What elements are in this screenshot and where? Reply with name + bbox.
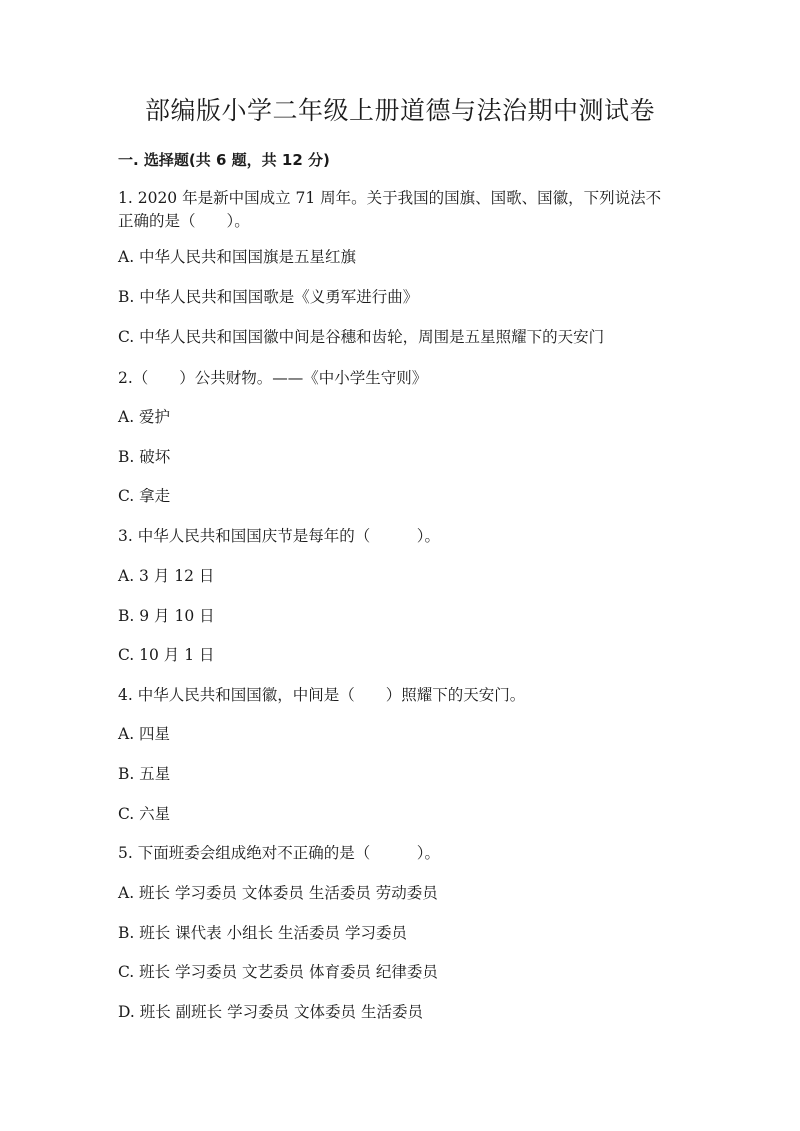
question-3-option-c: C. 10 月 1 日 [118,646,215,664]
question-2-stem: 2.（ ）公共财物。——《中小学生守则》 [118,369,428,387]
question-2-option-c: C. 拿走 [118,487,171,505]
question-4-option-a: A. 四星 [118,725,171,743]
question-1-stem-line1: 1. 2020 年是新中国成立 71 周年。关于我国的国旗、国歌、国徽，下列说法不 [118,189,662,207]
question-4-option-b: B. 五星 [118,765,171,783]
question-5-option-d: D. 班长 副班长 学习委员 文体委员 生活委员 [118,1003,423,1021]
question-5-option-c: C. 班长 学习委员 文艺委员 体育委员 纪律委员 [118,963,438,981]
section-heading: 一. 选择题(共 6 题，共 12 分) [118,151,330,169]
question-1-option-a: A. 中华人民共和国国旗是五星红旗 [118,248,357,266]
question-2-option-a: A. 爱护 [118,408,171,426]
question-5-option-b: B. 班长 课代表 小组长 生活委员 学习委员 [118,924,407,942]
question-1-option-b: B. 中华人民共和国国歌是《义勇军进行曲》 [118,288,419,306]
question-3-stem: 3. 中华人民共和国国庆节是每年的（ ）。 [118,527,440,545]
question-4-stem: 4. 中华人民共和国国徽，中间是（ ）照耀下的天安门。 [118,686,526,704]
question-4-option-c: C. 六星 [118,805,171,823]
exam-title: 部编版小学二年级上册道德与法治期中测试卷 [144,96,655,125]
question-2-option-b: B. 破坏 [118,448,171,466]
question-5-option-a: A. 班长 学习委员 文体委员 生活委员 劳动委员 [118,884,438,902]
question-3-option-b: B. 9 月 10 日 [118,607,215,625]
question-1-stem-line2: 正确的是（ ）。 [118,212,250,230]
question-5-stem: 5. 下面班委会组成绝对不正确的是（ ）。 [118,844,440,862]
question-3-option-a: A. 3 月 12 日 [118,567,215,585]
question-1-option-c: C. 中华人民共和国国徽中间是谷穗和齿轮，周围是五星照耀下的天安门 [118,328,605,346]
